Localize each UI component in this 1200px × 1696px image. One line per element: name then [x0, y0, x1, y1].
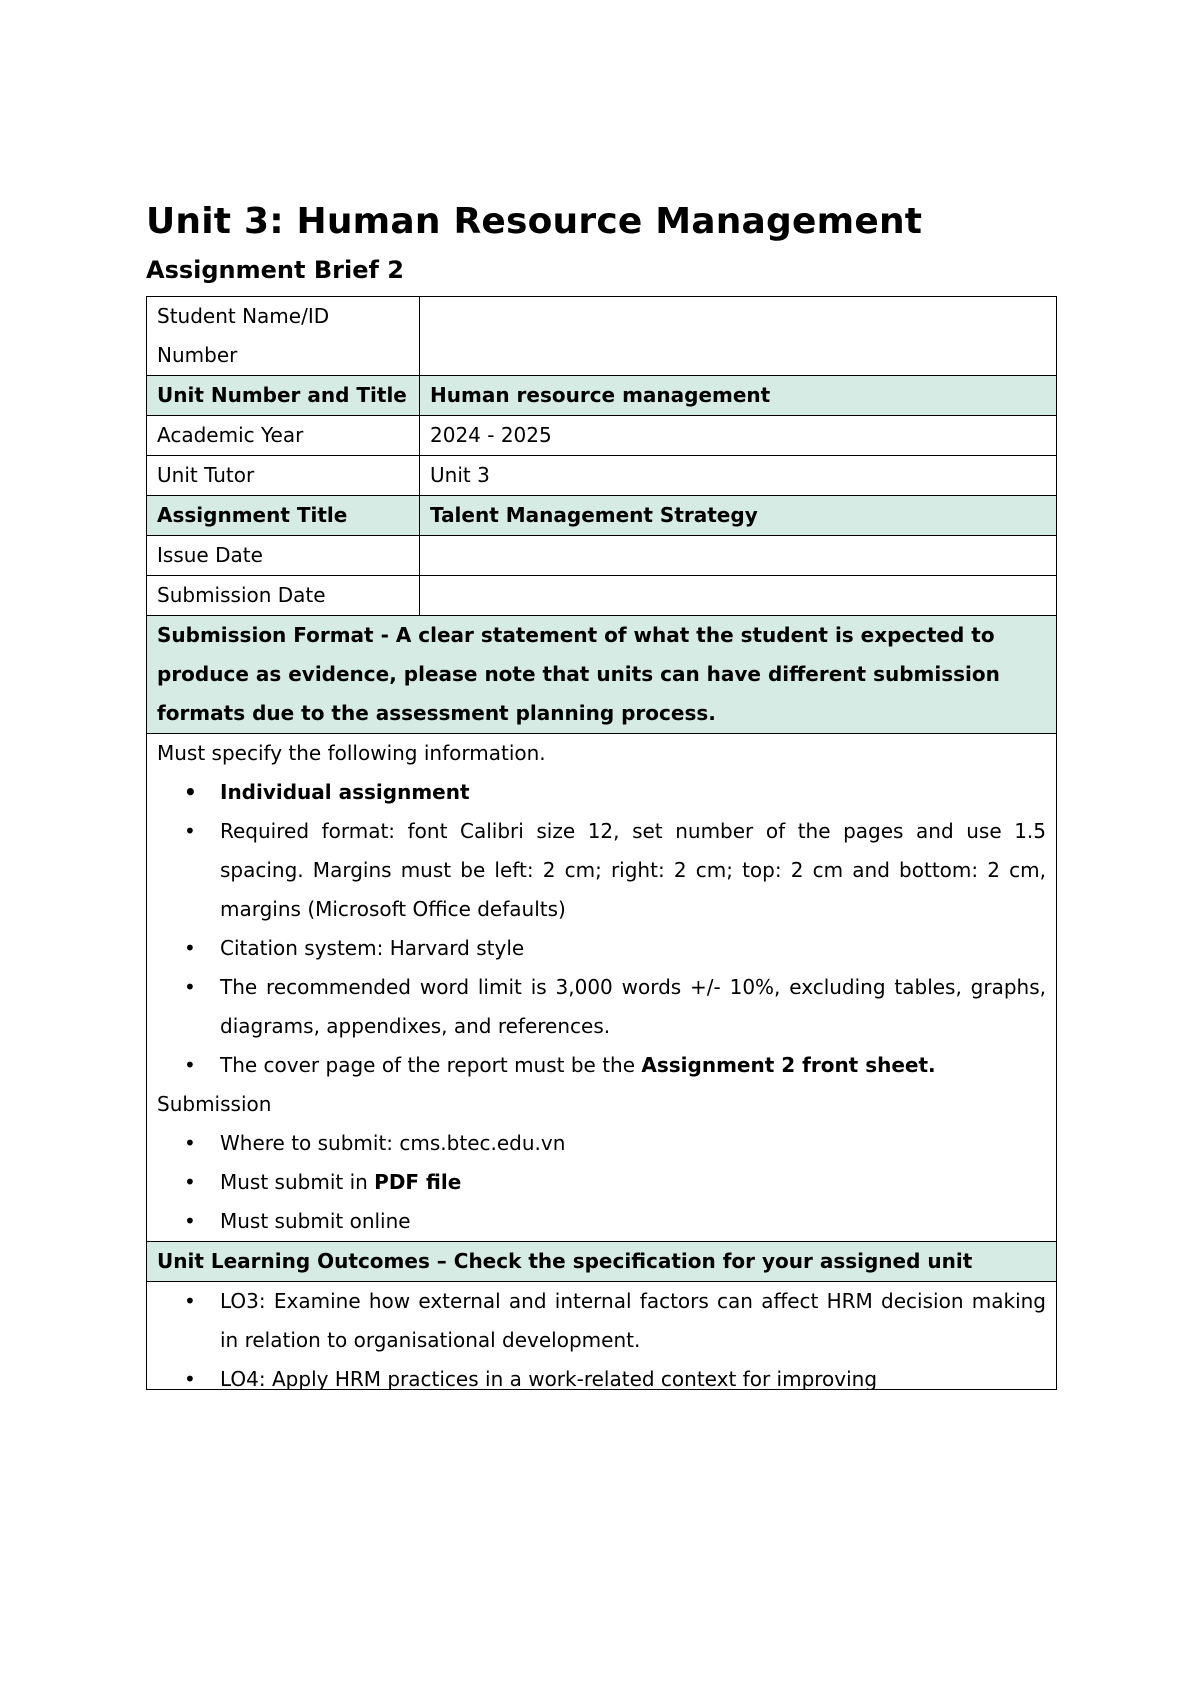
year-value: 2024 - 2025 — [420, 416, 1057, 456]
document-subtitle: Assignment Brief 2 — [146, 256, 404, 285]
submission-list — [157, 1124, 1046, 1241]
format-item-required-format: • Required format: font Calibri size 12, set number of the pages and use 1.5 spacing. Margins must be left: 2 cm; right: 2 cm; top: 2 cm and bottom: 2 cm, margins (Microsoft Office defaults) — [220, 812, 1046, 929]
submission-item-where: • Where to submit: cms.btec.edu.vn — [220, 1124, 1046, 1163]
student-value — [420, 297, 1057, 376]
submission-label: Submission — [157, 1092, 272, 1117]
outcome-lo4: • LO4: Apply HRM practices in a work-related context for improving — [220, 1360, 1046, 1389]
outcome-lo3: • LO3: Examine how external and internal factors can affect HRM decision making in relation to organisational development. — [220, 1282, 1046, 1360]
row-unit-tutor — [147, 456, 1057, 496]
format-intro: Must specify the following information. — [157, 741, 546, 766]
row-student — [147, 297, 1057, 376]
format-list — [157, 773, 1046, 1085]
cover-front-sheet: Assignment 2 front sheet. — [641, 1053, 936, 1078]
assignment-value: Talent Management Strategy — [420, 496, 1057, 536]
tutor-value: Unit 3 — [420, 456, 1057, 496]
row-issue-date — [147, 536, 1057, 576]
document-page — [146, 200, 1056, 1390]
row-format-details — [147, 734, 1057, 1242]
tutor-label: Unit Tutor — [147, 456, 420, 496]
format-details — [147, 734, 1057, 1242]
outcomes-list — [157, 1282, 1046, 1389]
row-outcomes-list — [147, 1282, 1057, 1390]
assignment-label: Assignment Title — [147, 496, 420, 536]
format-item-cover-page — [220, 1046, 1046, 1085]
unit-label: Unit Number and Title — [147, 376, 420, 416]
document-title: Unit 3: Human Resource Management — [146, 201, 923, 242]
row-academic-year — [147, 416, 1057, 456]
outcomes-cell — [147, 1282, 1057, 1390]
row-outcomes-heading — [147, 1242, 1057, 1282]
submission-date-value — [420, 576, 1057, 616]
student-label: Student Name/ID Number — [147, 297, 420, 376]
format-item-citation: • Citation system: Harvard style — [220, 929, 1046, 968]
outcomes-clip — [157, 1282, 1046, 1389]
format-item-individual: • Individual assignment — [220, 773, 1046, 812]
assignment-brief-table — [146, 296, 1057, 1390]
row-assignment-title — [147, 496, 1057, 536]
format-heading: Submission Format - A clear statement of what the student is expected to produce as evidence, please note that units can have different submission formats due to the assessment planning process. — [147, 616, 1057, 734]
format-item-word-limit: • The recommended word limit is 3,000 words +/- 10%, excluding tables, graphs, diagrams, appendixes, and references. — [220, 968, 1046, 1046]
row-format-heading — [147, 616, 1057, 734]
row-unit — [147, 376, 1057, 416]
submission-date-label: Submission Date — [147, 576, 420, 616]
submission-item-online: • Must submit online — [220, 1202, 1046, 1241]
cover-prefix: The cover page of the report must be the — [220, 1053, 642, 1078]
row-submission-date — [147, 576, 1057, 616]
year-label: Academic Year — [147, 416, 420, 456]
issue-label: Issue Date — [147, 536, 420, 576]
submission-item-pdf — [220, 1163, 1046, 1202]
pdf-prefix: Must submit in — [220, 1170, 375, 1195]
issue-value — [420, 536, 1057, 576]
outcomes-heading: Unit Learning Outcomes – Check the specification for your assigned unit — [147, 1242, 1057, 1282]
unit-value: Human resource management — [420, 376, 1057, 416]
pdf-file: PDF file — [374, 1170, 462, 1195]
